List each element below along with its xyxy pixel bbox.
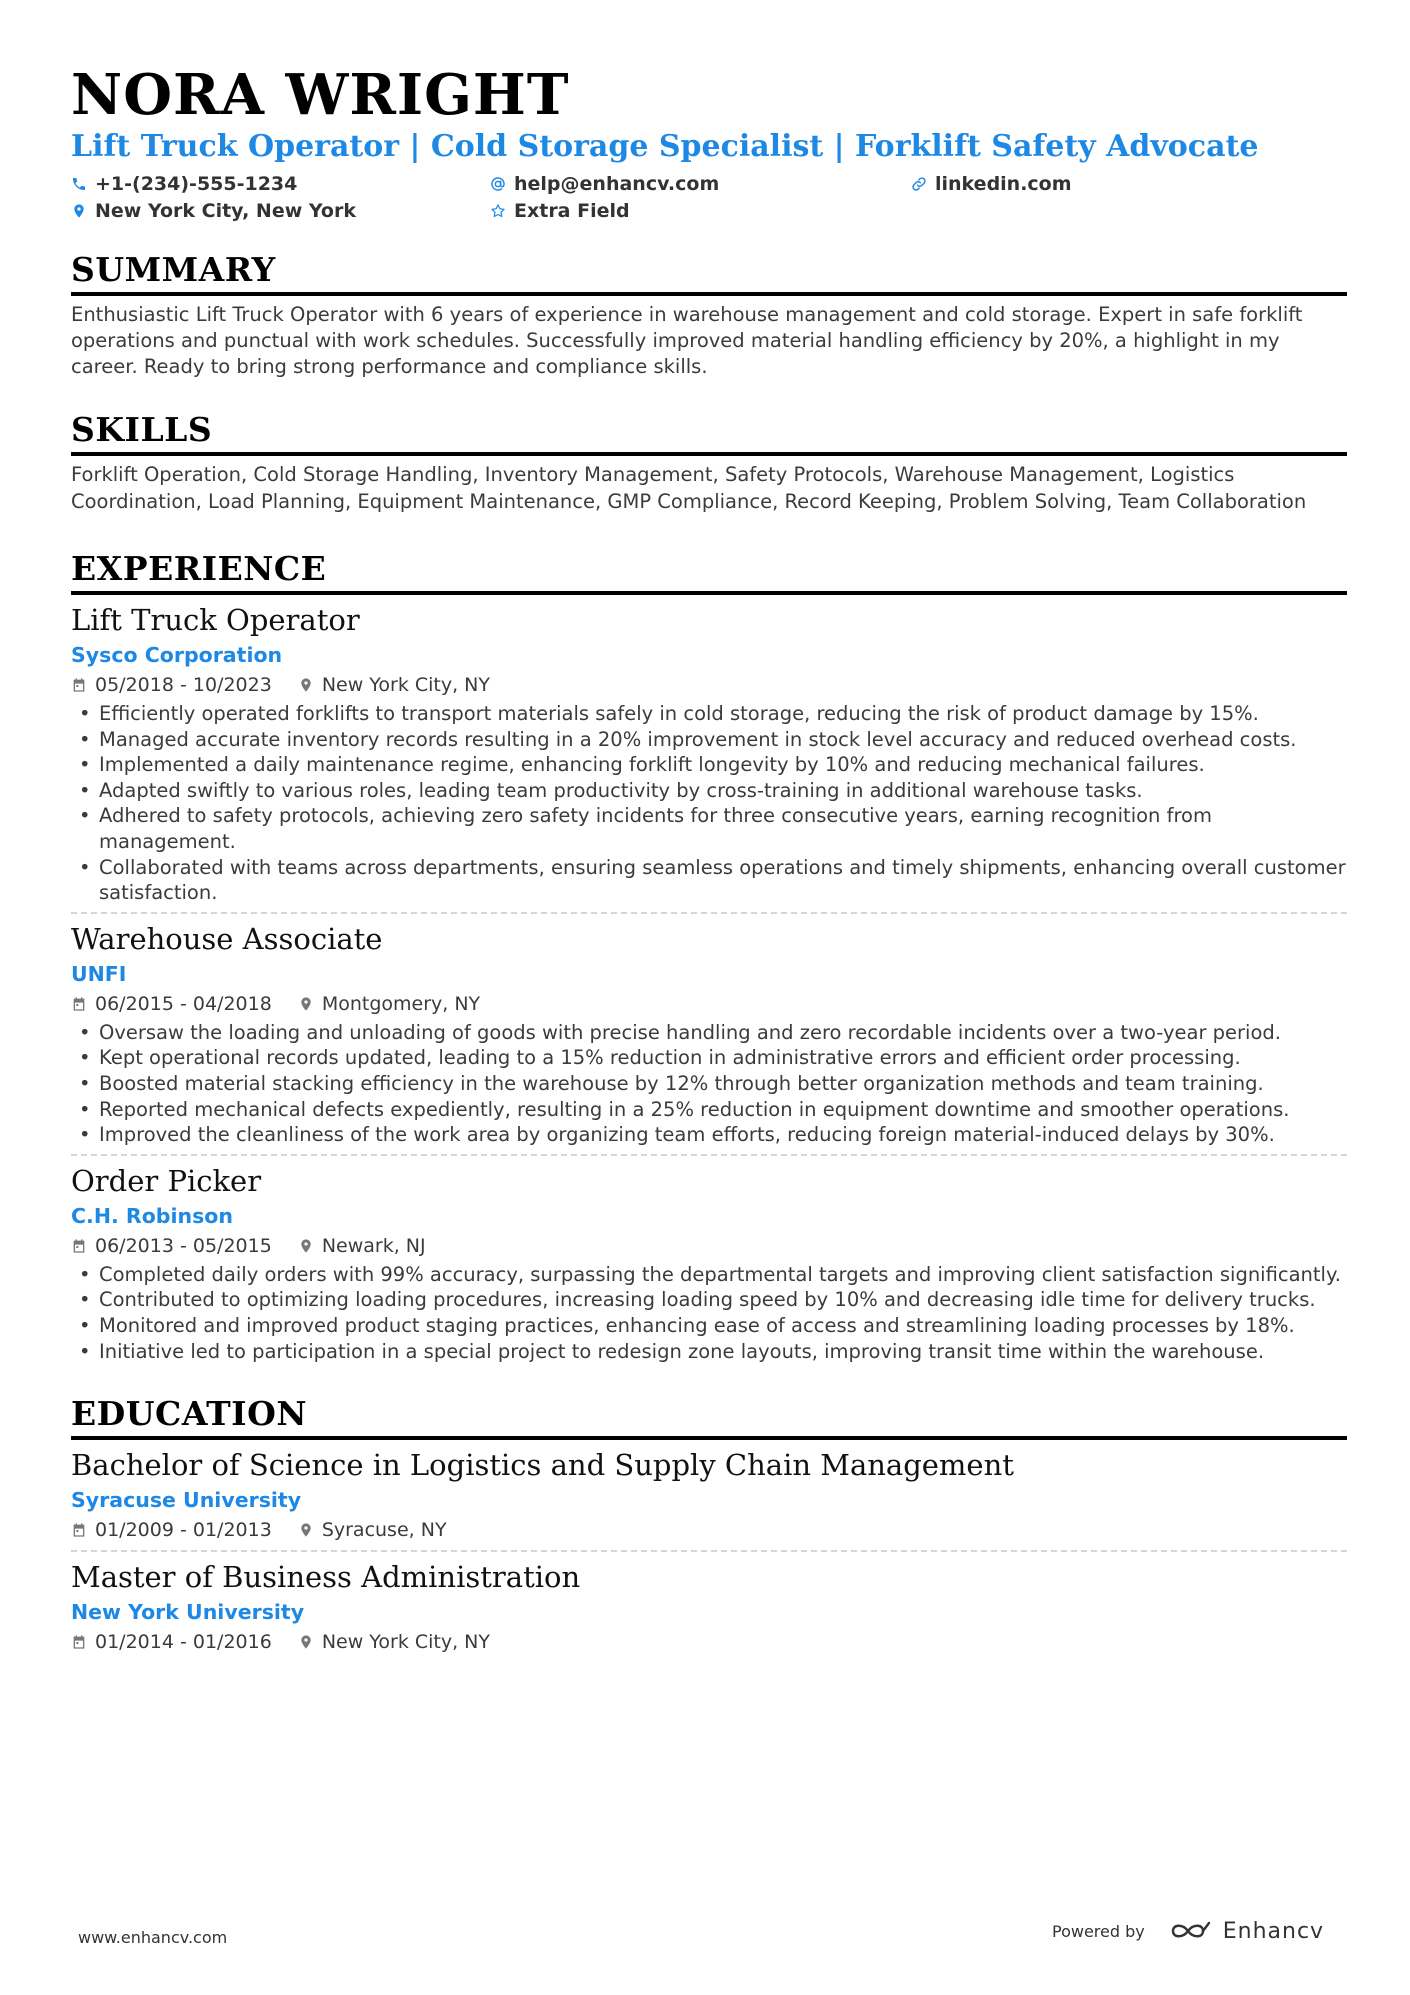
contact-email[interactable] (490, 170, 719, 197)
bullet-item: • Boosted material stacking efficiency in the warehouse by 12% through better organization methods and team training. (71, 1071, 1347, 1097)
location-pin-icon (298, 996, 314, 1012)
job-title: Warehouse Associate (71, 921, 383, 956)
experience-section (71, 549, 1347, 1364)
contact-phone (71, 170, 297, 197)
section-title: SKILLS (71, 410, 213, 449)
email-text: help@enhancv.com (514, 172, 720, 195)
powered-by-label: Powered by (1052, 1921, 1145, 1941)
bullet-item: • Adapted swiftly to various roles, leading team productivity by cross-training in additional warehouse tasks. (71, 778, 1347, 804)
linkedin-text: linkedin.com (935, 172, 1072, 195)
summary-text: Enthusiastic Lift Truck Operator with 6 years of experience in warehouse management and cold storage. Expert in safe forklift operations and punctual with work schedules. Successfully improved material handling efficiency by 20%, a highlight in my career. Ready to bring strong performance and compliance skills. (71, 303, 1303, 378)
footer-website[interactable]: www.enhancv.com (78, 1928, 228, 1947)
enhancv-logo-icon (1169, 1918, 1215, 1944)
job-location (298, 671, 490, 699)
job-bullets (71, 701, 1347, 906)
job-title: Lift Truck Operator (71, 603, 360, 637)
section-title: EDUCATION (71, 1394, 308, 1434)
experience-entry (71, 920, 1347, 1148)
phone-icon (71, 176, 87, 192)
education-location-text: New York City, NY (321, 1631, 490, 1654)
location-pin-icon (298, 677, 314, 693)
education-meta (71, 1628, 1347, 1656)
job-dates: 06/2013 - 05/2015 (95, 1234, 272, 1257)
education-entry (71, 1446, 1347, 1544)
section-divider (71, 1436, 1347, 1440)
contact-location (71, 197, 356, 224)
entry-divider (71, 1550, 1347, 1552)
candidate-name: NORA WRIGHT (71, 62, 570, 128)
degree-title: Bachelor of Science in Logistics and Supply Chain Management (71, 1448, 1014, 1483)
job-title: Order Picker (71, 1163, 262, 1198)
bullet-item: • Managed accurate inventory records resulting in a 20% improvement in stock level accuracy and reduced overhead costs. (71, 727, 1347, 753)
calendar-icon (71, 1522, 87, 1538)
bullet-item: • Kept operational records updated, leading to a 15% reduction in administrative errors and efficient order processing. (71, 1045, 1347, 1071)
education-entry (71, 1558, 1347, 1656)
job-location-text: Montgomery, NY (321, 992, 481, 1015)
job-location-text: New York City, NY (321, 674, 490, 696)
bullet-item: • Reported mechanical defects expediently, resulting in a 25% reduction in equipment downtime and smoother operations. (71, 1097, 1347, 1123)
summary-section (71, 250, 1347, 380)
job-bullets (71, 1020, 1347, 1148)
education-location (298, 1628, 490, 1656)
entry-divider (71, 1154, 1347, 1156)
job-location (298, 1232, 426, 1260)
location-text: New York City, New York (95, 199, 356, 222)
candidate-headline: Lift Truck Operator | Cold Storage Specialist | Forklift Safety Advocate (71, 129, 1259, 164)
contact-linkedin[interactable] (911, 170, 1072, 197)
footer-branding (1052, 1918, 1324, 1944)
section-title: EXPERIENCE (71, 549, 327, 588)
education-dates: 01/2009 - 01/2013 (95, 1519, 272, 1542)
calendar-icon (71, 677, 87, 693)
entry-divider (71, 912, 1347, 914)
skills-text: Forklift Operation, Cold Storage Handling, Inventory Management, Safety Protocols, Warehouse Management, Logistics Coordination, Load Planning, Equipment Maintenance, GMP Compliance, Record Keeping, Problem Solving, Team Collaboration (71, 463, 1307, 513)
brand-name: Enhancv (1222, 1918, 1325, 1944)
job-meta (71, 671, 1347, 699)
company-name: Sysco Corporation (71, 643, 283, 667)
resume-page (71, 62, 1347, 1656)
bullet-item: • Initiative led to participation in a special project to redesign zone layouts, improving transit time within the warehouse. (71, 1339, 1347, 1365)
job-meta (71, 1232, 1347, 1260)
star-icon (490, 203, 506, 219)
company-name: UNFI (71, 961, 127, 986)
phone-text: +1-(234)-555-1234 (95, 172, 298, 195)
contact-info (71, 170, 1347, 224)
bullet-item: • Completed daily orders with 99% accuracy, surpassing the departmental targets and improving client satisfaction significantly. (71, 1262, 1347, 1288)
at-icon (490, 176, 506, 192)
section-title: SUMMARY (71, 250, 276, 289)
degree-title: Master of Business Administration (71, 1560, 581, 1595)
link-icon (911, 176, 927, 192)
section-divider (71, 591, 1347, 595)
bullet-item: • Improved the cleanliness of the work area by organizing team efforts, reducing foreign material-induced delays by 30%. (71, 1122, 1347, 1148)
section-divider (71, 292, 1347, 296)
location-pin-icon (298, 1522, 314, 1538)
job-location-text: Newark, NJ (321, 1234, 426, 1257)
calendar-icon (71, 1634, 87, 1650)
education-meta (71, 1516, 1347, 1544)
job-meta (71, 990, 1347, 1018)
contact-extra (490, 197, 630, 224)
calendar-icon (71, 996, 87, 1012)
bullet-item: • Collaborated with teams across departments, ensuring seamless operations and timely shipments, enhancing overall customer satisfaction. (71, 855, 1347, 906)
education-section (71, 1394, 1347, 1656)
section-divider (71, 452, 1347, 456)
education-location (298, 1516, 447, 1544)
school-name: New York University (71, 1600, 305, 1625)
experience-entry (71, 601, 1347, 906)
bullet-item: • Implemented a daily maintenance regime, enhancing forklift longevity by 10% and reducing mechanical failures. (71, 752, 1347, 778)
job-dates: 05/2018 - 10/2023 (95, 674, 272, 696)
education-dates: 01/2014 - 01/2016 (95, 1631, 272, 1654)
experience-entry (71, 1162, 1347, 1364)
location-pin-icon (298, 1238, 314, 1254)
job-location (298, 990, 480, 1018)
bullet-item: • Contributed to optimizing loading procedures, increasing loading speed by 10% and decreasing idle time for delivery trucks. (71, 1287, 1347, 1313)
calendar-icon (71, 1238, 87, 1254)
bullet-item: • Oversaw the loading and unloading of goods with precise handling and zero recordable incidents over a two-year period. (71, 1020, 1347, 1046)
skills-section (71, 410, 1347, 515)
job-dates: 06/2015 - 04/2018 (95, 992, 272, 1015)
company-name: C.H. Robinson (71, 1203, 233, 1228)
job-bullets (71, 1262, 1347, 1364)
bullet-item: • Adhered to safety protocols, achieving zero safety incidents for three consecutive years, earning recognition from management. (71, 803, 1347, 854)
extra-field-text: Extra Field (514, 199, 630, 222)
school-name: Syracuse University (71, 1488, 302, 1513)
education-location-text: Syracuse, NY (321, 1519, 447, 1542)
bullet-item: • Efficiently operated forklifts to transport materials safely in cold storage, reducing the risk of product damage by 15%. (71, 701, 1347, 727)
bullet-item: • Monitored and improved product staging practices, enhancing ease of access and streamlining loading processes by 18%. (71, 1313, 1347, 1339)
location-pin-icon (71, 203, 87, 219)
brand-logo[interactable] (1169, 1918, 1324, 1944)
location-pin-icon (298, 1634, 314, 1650)
